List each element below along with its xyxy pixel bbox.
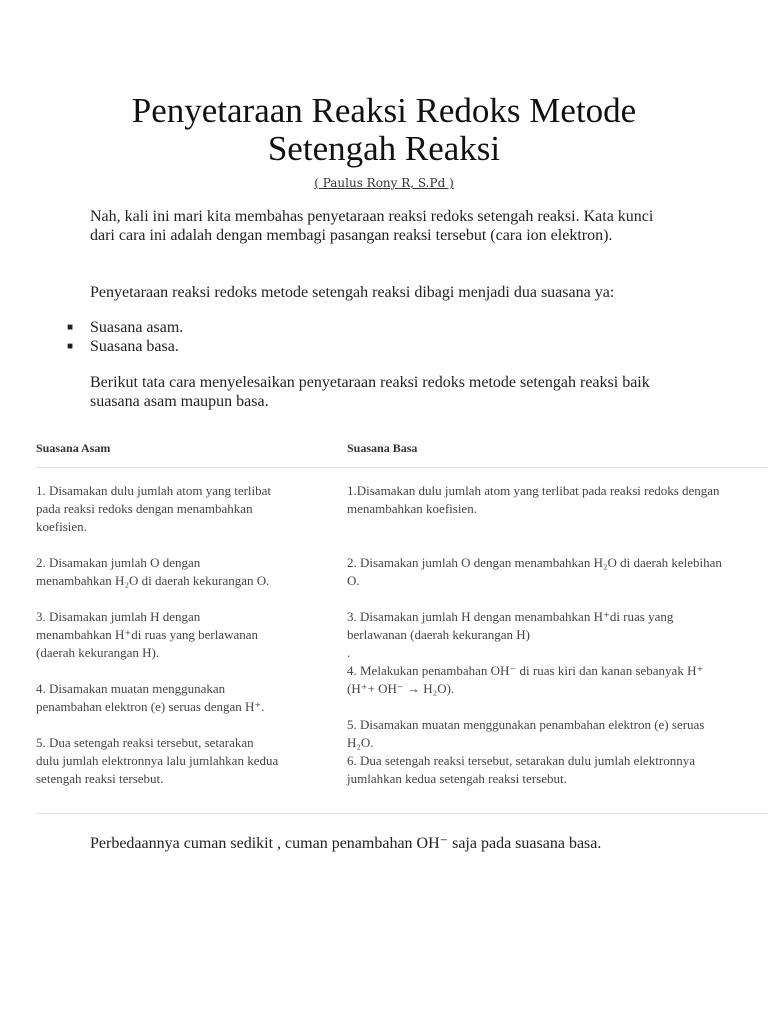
list-item bbox=[67, 319, 183, 338]
step-line bbox=[36, 716, 278, 734]
asam-steps-column bbox=[36, 482, 278, 788]
table-divider-bottom bbox=[36, 813, 768, 814]
step-line: 4. Disamakan muatan menggunakan bbox=[36, 681, 226, 696]
table-header-asam: Suasana Asam bbox=[36, 441, 111, 455]
list-item bbox=[67, 338, 183, 357]
step-line: 1.Disamakan dulu jumlah atom yang terlibat pada reaksi redoks dengan bbox=[347, 483, 720, 498]
title-line-1: Penyetaraan Reaksi Redoks Metode bbox=[131, 91, 637, 130]
step-line: (daerah kekurangan H). bbox=[36, 645, 160, 660]
suasana-paragraph: Penyetaraan reaksi redoks metode setengah reaksi dibagi menjadi dua suasana ya: bbox=[90, 284, 615, 301]
step-line: (H⁺+ OH⁻ → H₂O). bbox=[347, 681, 455, 696]
step-line: koefisien. bbox=[36, 519, 87, 534]
bullet-icon: ■ bbox=[67, 340, 74, 352]
step-line: 4. Melakukan penambahan OH⁻ di ruas kiri dan kanan sebanyak H⁺ bbox=[347, 663, 704, 678]
step-line: menambahkan H⁺di ruas yang berlawanan bbox=[36, 627, 259, 642]
closing-paragraph: Perbedaannya cuman sedikit , cuman penambahan OH⁻ saja pada suasana basa. bbox=[90, 835, 602, 852]
step-line: menambahkan koefisien. bbox=[347, 501, 477, 516]
step-line: 2. Disamakan jumlah O dengan menambahkan H₂O di daerah kelebihan bbox=[347, 555, 722, 570]
step-line: . bbox=[347, 645, 351, 660]
step-line: menambahkan H₂O di daerah kekurangan O. bbox=[36, 573, 270, 588]
step-line: O. bbox=[347, 573, 360, 588]
table-divider-top bbox=[36, 467, 768, 468]
step-line bbox=[347, 536, 722, 554]
basa-steps-column bbox=[347, 482, 722, 788]
step-line: dulu jumlah elektronnya lalu jumlahkan kedua bbox=[36, 753, 279, 768]
list-item-text: Suasana basa. bbox=[90, 337, 179, 355]
step-line: berlawanan (daerah kekurangan H) bbox=[347, 627, 530, 642]
step-line bbox=[347, 590, 722, 608]
bullet-icon: ■ bbox=[67, 322, 74, 333]
author-link[interactable]: ( Paulus Rony R, S.Pd ) bbox=[314, 176, 454, 190]
step-line: 6. Dua setengah reaksi tersebut, setarakan dulu jumlah elektronnya bbox=[347, 753, 695, 768]
title-line-2: Setengah Reaksi bbox=[267, 129, 501, 168]
step-line: 2. Disamakan jumlah O dengan bbox=[36, 555, 201, 570]
step-line bbox=[36, 536, 278, 554]
step-line: setengah reaksi tersebut. bbox=[36, 771, 164, 786]
step-line: 5. Disamakan muatan menggunakan penambahan elektron (e) seruas bbox=[347, 717, 705, 732]
list-item-text: Suasana asam. bbox=[90, 319, 184, 336]
intro-paragraph: Nah, kali ini mari kita membahas penyetaraan reaksi redoks setengah reaksi. Kata kunci dari cara ini adalah dengan membagi pasangan reaksi tersebut (cara ion elektron). bbox=[90, 208, 654, 244]
step-line bbox=[36, 590, 278, 608]
step-line: pada reaksi redoks dengan menambahkan bbox=[36, 501, 253, 516]
step-line: 3. Disamakan jumlah H dengan menambahkan H⁺di ruas yang bbox=[347, 609, 674, 624]
page-title bbox=[0, 92, 768, 168]
method-paragraph: Berikut tata cara menyelesaikan penyetaraan reaksi redoks metode setengah reaksi baik suasana asam maupun basa. bbox=[90, 374, 650, 410]
step-line: 1. Disamakan dulu jumlah atom yang terlibat bbox=[36, 483, 272, 498]
step-line bbox=[347, 698, 722, 716]
step-line: H₂O. bbox=[347, 735, 374, 750]
step-line bbox=[36, 662, 278, 680]
step-line: penambahan elektron (e) seruas dengan H⁺. bbox=[36, 699, 265, 714]
step-line: jumlahkan kedua setengah reaksi tersebut. bbox=[347, 771, 567, 786]
step-line: 3. Disamakan jumlah H dengan bbox=[36, 609, 201, 624]
step-line: 5. Dua setengah reaksi tersebut, setarakan bbox=[36, 735, 254, 750]
step-line bbox=[347, 518, 722, 536]
table-header-basa: Suasana Basa bbox=[347, 441, 418, 455]
suasana-list bbox=[67, 319, 183, 356]
